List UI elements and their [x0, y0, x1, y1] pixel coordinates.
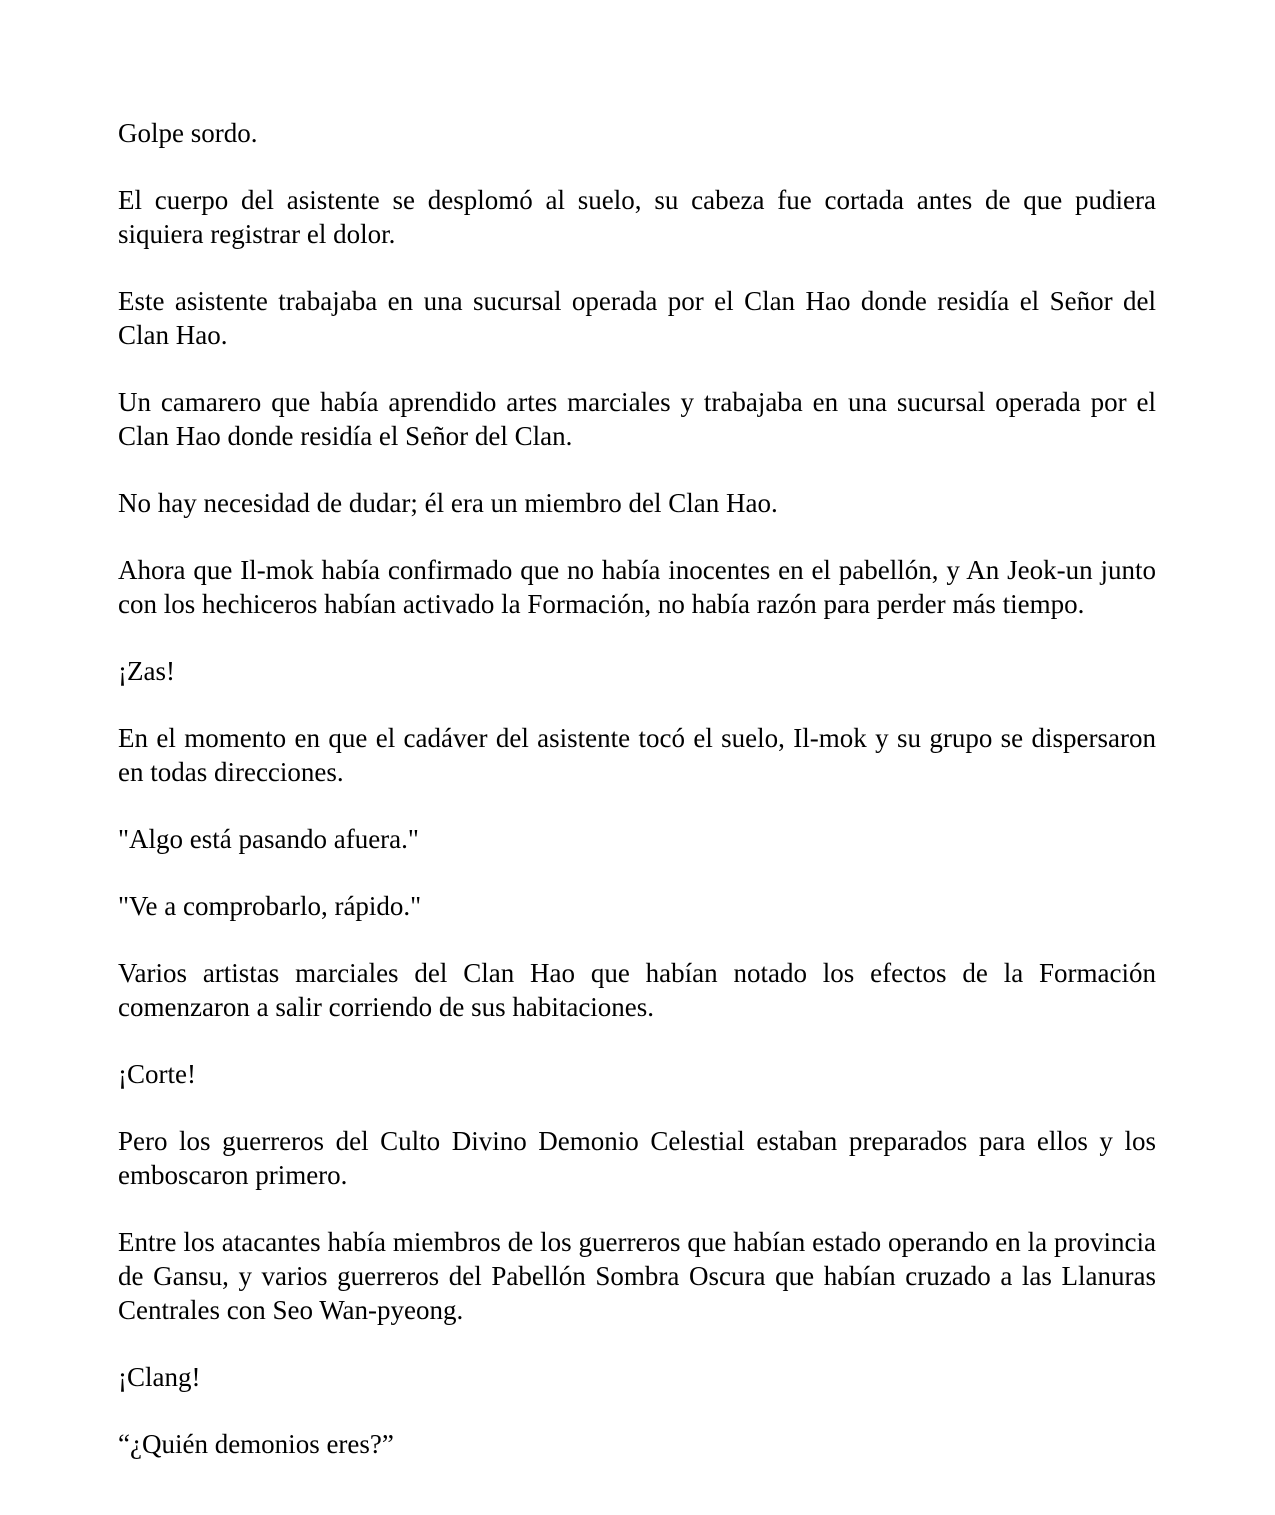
paragraph: Este asistente trabajaba en una sucursal operada por el Clan Hao donde residía el Señor del Clan Hao.	[118, 286, 1156, 350]
paragraph: ¡Corte!	[118, 1059, 196, 1089]
paragraph: Un camarero que había aprendido artes marciales y trabajaba en una sucursal operada por el Clan Hao donde residía el Señor del Clan.	[118, 387, 1156, 451]
paragraph: En el momento en que el cadáver del asistente tocó el suelo, Il-mok y su grupo se dispersaron en todas direcciones.	[118, 723, 1156, 787]
paragraph: ¡Clang!	[118, 1362, 201, 1392]
paragraph: No hay necesidad de dudar; él era un miembro del Clan Hao.	[118, 488, 778, 518]
paragraph: Pero los guerreros del Culto Divino Demonio Celestial estaban preparados para ellos y los emboscaron primero.	[118, 1126, 1156, 1190]
paragraph: Entre los atacantes había miembros de los guerreros que habían estado operando en la provincia de Gansu, y varios guerreros del Pabellón Sombra Oscura que habían cruzado a las Llanuras Centrales con Seo Wan-pyeong.	[118, 1227, 1156, 1325]
paragraph: "Ve a comprobarlo, rápido."	[118, 891, 422, 921]
paragraph: Varios artistas marciales del Clan Hao que habían notado los efectos de la Formación comenzaron a salir corriendo de sus habitaciones.	[118, 958, 1156, 1022]
paragraph: ¡Zas!	[118, 656, 175, 686]
paragraph: "Algo está pasando afuera."	[118, 824, 419, 854]
paragraph: Golpe sordo.	[118, 118, 258, 148]
paragraph: Ahora que Il-mok había confirmado que no había inocentes en el pabellón, y An Jeok-un junto con los hechiceros habían activado la Formación, no había razón para perder más tiempo.	[118, 555, 1156, 619]
document-page	[118, 116, 1156, 1494]
paragraph: El cuerpo del asistente se desplomó al suelo, su cabeza fue cortada antes de que pudiera siquiera registrar el dolor.	[118, 185, 1156, 249]
paragraph: “¿Quién demonios eres?”	[118, 1429, 394, 1459]
